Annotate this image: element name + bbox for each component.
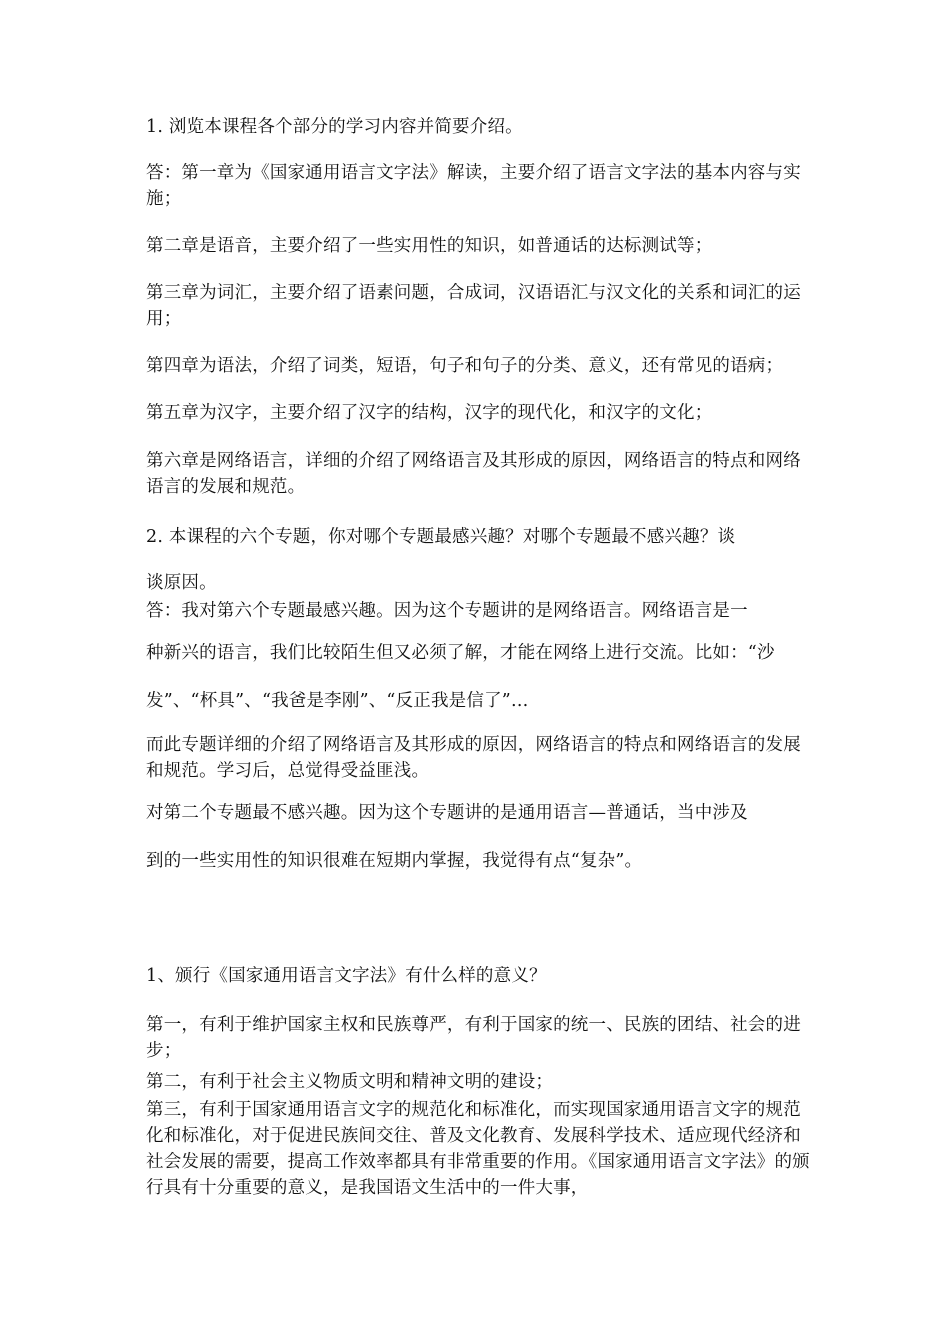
question-2-line-2: 谈原因。 <box>146 573 217 593</box>
answer-2-paragraph-2: 而此专题详细的介绍了网络语言及其形成的原因，网络语言的特点和网络语言的发展和规范。学习后，总觉得受益匪浅。 <box>146 735 801 781</box>
significance-point-3: 第三，有利于国家通用语言文字的规范化和标准化，而实现国家通用语言文字的规范化和标准化，对于促进民族间交往、普及文化教育、发展科学技术、适应现代经济和社会发展的需要，提高工作效率都具有非常重要的作用。《国家通用语言文字法》的颁行具有十分重要的意义，是我国语文生活中的一件大事， <box>146 1100 810 1198</box>
answer-2-line-2: 种新兴的语言，我们比较陌生但又必须了解，才能在网络上进行交流。比如：“沙 <box>146 643 775 663</box>
question-1-heading: 1. 浏览本课程各个部分的学习内容并简要介绍。 <box>146 117 523 137</box>
answer-chapter-5: 第五章为汉字，主要介绍了汉字的结构，汉字的现代化，和汉字的文化； <box>146 403 713 423</box>
answer-2-line-1: 答：我对第六个专题最感兴趣。因为这个专题讲的是网络语言。网络语言是一 <box>146 601 748 621</box>
question-2-line-1: 2. 本课程的六个专题，你对哪个专题最感兴趣？对哪个专题最不感兴趣？谈 <box>146 527 736 547</box>
answer-2-paragraph-3-line-2: 到的一些实用性的知识很难在短期内掌握，我觉得有点“复杂”。 <box>146 851 643 871</box>
answer-chapter-6: 第六章是网络语言，详细的介绍了网络语言及其形成的原因，网络语言的特点和网络语言的发展和规范。 <box>146 451 801 497</box>
answer-2-line-3: 发”、“杯具”、“我爸是李刚”、“反正我是信了”… <box>146 691 529 711</box>
section-2-question-1: 1、颁行《国家通用语言文字法》有什么样的意义？ <box>146 966 547 986</box>
answer-2-paragraph-3-line-1: 对第二个专题最不感兴趣。因为这个专题讲的是通用语言—普通话，当中涉及 <box>146 803 748 823</box>
significance-point-2: 第二，有利于社会主义物质文明和精神文明的建设； <box>146 1072 554 1092</box>
answer-chapter-2: 第二章是语音，主要介绍了一些实用性的知识，如普通话的达标测试等； <box>146 236 713 256</box>
answer-chapter-4: 第四章为语法，介绍了词类，短语，句子和句子的分类、意义，还有常见的语病； <box>146 356 784 376</box>
answer-chapter-1: 答：第一章为《国家通用语言文字法》解读，主要介绍了语言文字法的基本内容与实施； <box>146 163 801 209</box>
significance-point-1: 第一，有利于维护国家主权和民族尊严，有利于国家的统一、民族的团结、社会的进步； <box>146 1015 801 1061</box>
answer-chapter-3: 第三章为词汇，主要介绍了语素问题，合成词，汉语语汇与汉文化的关系和词汇的运用； <box>146 283 801 329</box>
